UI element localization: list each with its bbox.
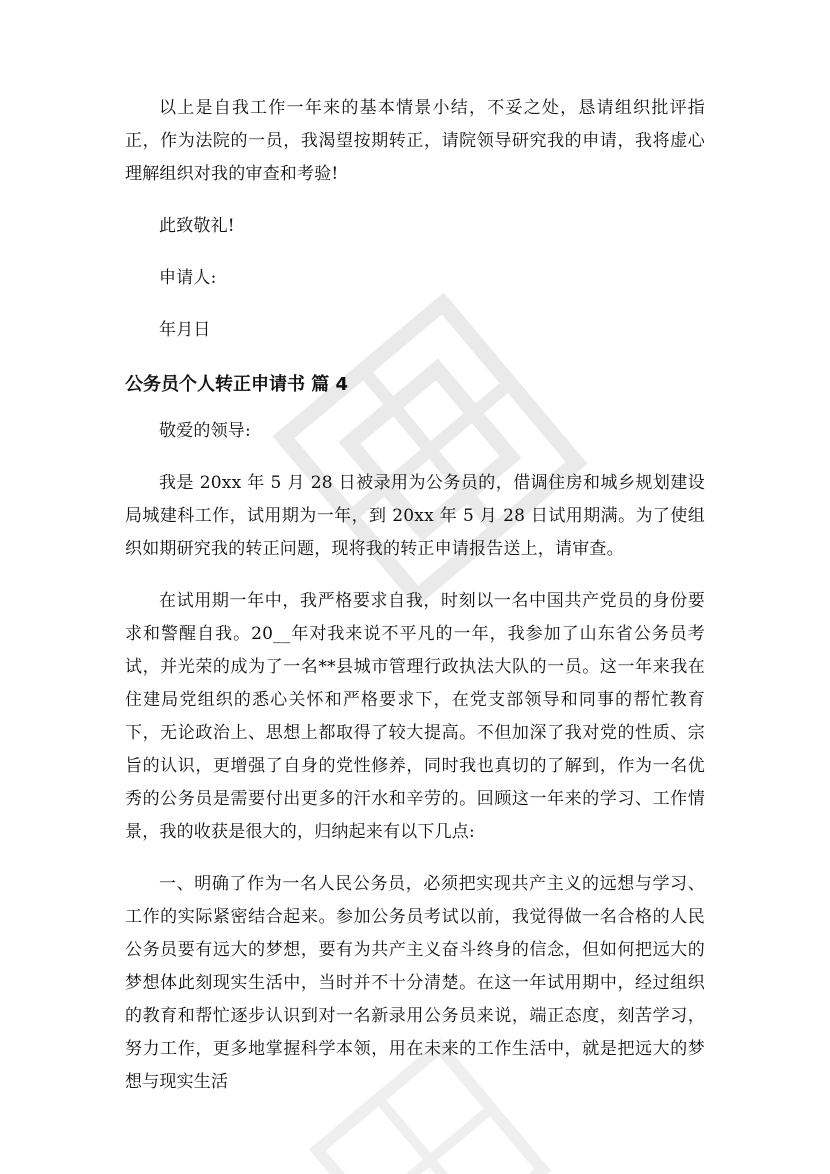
body-paragraph-2: 在试用期一年中，我严格要求自我，时刻以一名中国共产党员的身份要求和警醒自我。20__年对我来说不平凡的一年，我参加了山东省公务员考试，并光荣的成为了一名**县城市管理行政执法大队的一员。这一年来我在住建局党组织的悉心关怀和严格要求下，在党支部领导和同事的帮忙教育下，无论政治上、思想上都取得了较大提高。不但加深了我对党的性质、宗旨的认识，更增强了自身的党性修养，同时我也真切的了解到，作为一名优秀的公务员是需要付出更多的汗水和辛劳的。回顾这一年来的学习、工作情景，我的收获是很大的，归纳起来有以下几点:	[125, 591, 705, 842]
body-paragraph-1: 我是 20xx 年 5 月 28 日被录用为公务员的，借调住房和城乡规划建设局城建科工作，试用期为一年，到 20xx 年 5 月 28 日试用期满。为了使组织如期研究我的转正问题，现将我的转正申请报告送上，请审查。	[125, 473, 705, 559]
body-paragraph-3: 一、明确了作为一名人民公务员，必须把实现共产主义的远想与学习、工作的实际紧密结合起来。参加公务员考试以前，我觉得做一名合格的人民公务员要有远大的梦想，要有为共产主义奋斗终身的信念，但如何把远大的梦想体此刻现实生活中，当时并不十分清楚。在这一年试用期中，经过组织的教育和帮忙逐步认识到对一名新录用公务员来说，端正态度，刻苦学习，努力工作，更多地掌握科学本领，用在未来的工作生活中，就是把远大的梦想与现实生活	[125, 874, 705, 1092]
applicant-line: 申请人:	[159, 268, 217, 288]
closing-salute: 此致敬礼!	[159, 216, 235, 236]
document-body	[125, 92, 705, 1099]
section-title: 公务员个人转正申请书 篇 4	[125, 374, 349, 395]
greeting: 敬爱的领导:	[159, 421, 251, 441]
closing-paragraph: 以上是自我工作一年来的基本情景小结，不妥之处，恳请组织批评指正，作为法院的一员，我渴望按期转正，请院领导研究我的申请，我将虚心理解组织对我的审查和考验!	[125, 98, 705, 184]
date-line: 年月日	[159, 320, 211, 340]
